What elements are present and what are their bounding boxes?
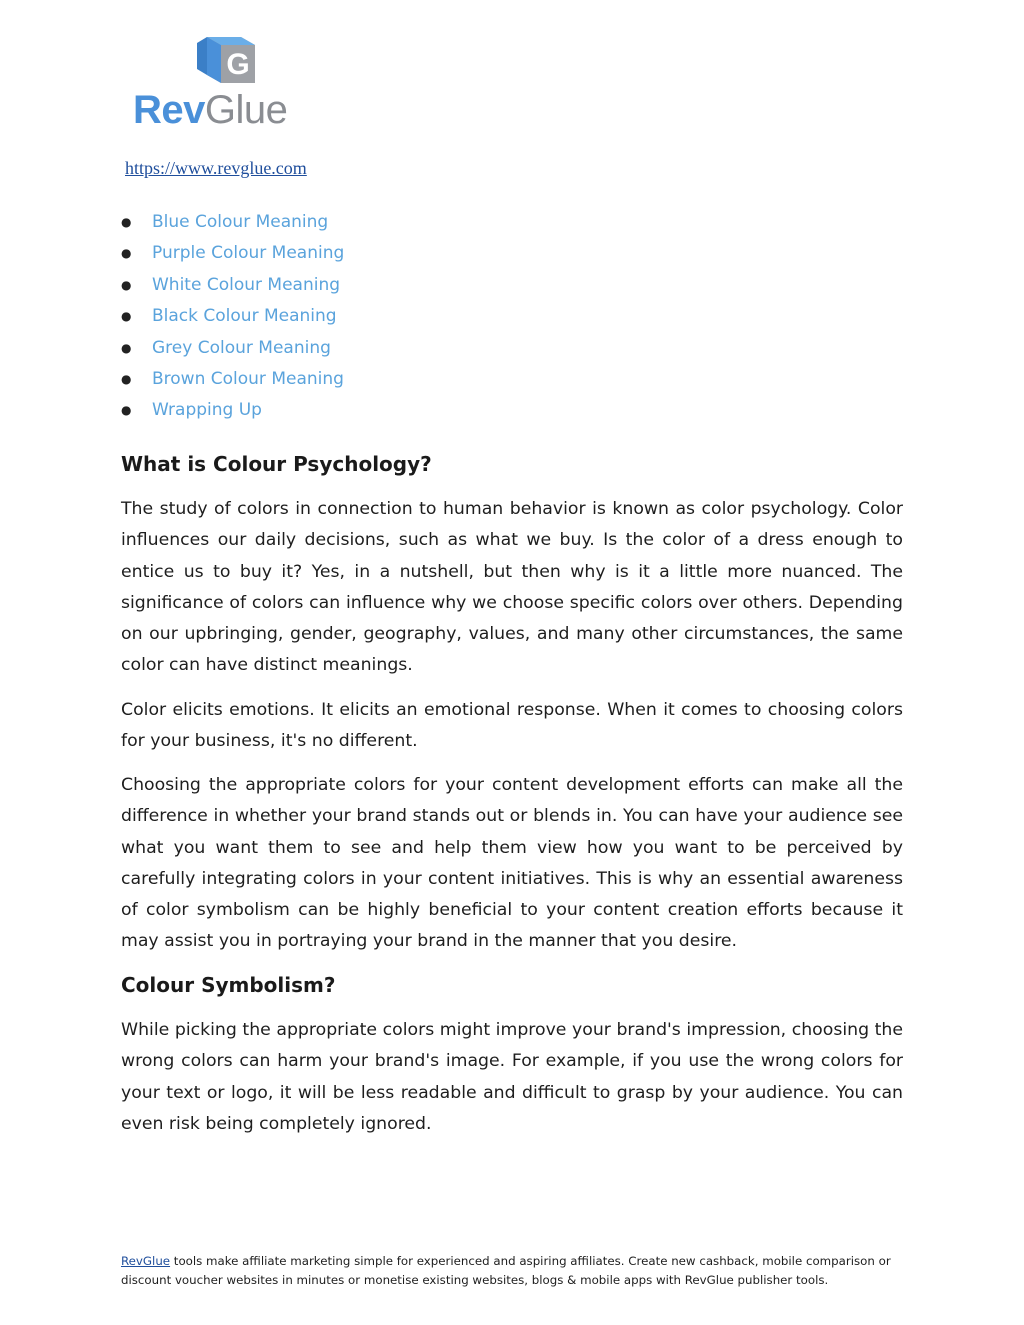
- page-footer: [121, 1252, 911, 1290]
- table-of-contents: [120, 207, 344, 427]
- paragraph-psychology-1: The study of colors in connection to human behavior is known as color psychology. Color influences our daily decisions, such as what we buy. Is the color of a dress enough to entice us to buy it? Yes, in a nutshell, but then why is it a little more nuanced. The significance of colors can influence why we choose specific colors over others. Depending on our upbringing, gender, geography, values, and many other circumstances, the same color can have distinct meanings.: [121, 499, 903, 676]
- toc-item-blue[interactable]: ● Blue Colour Meaning: [121, 212, 329, 232]
- footer-text: tools make affiliate marketing simple for experienced and aspiring affiliates. Create new cashback, mobile comparison or discount voucher websites in minutes or monetise existing websites, blogs & mobile apps with RevGlue publisher tools.: [121, 1254, 891, 1287]
- paragraph-psychology-3: Choosing the appropriate colors for your content development efforts can make all the difference in whether your brand stands out or blends in. You can have your audience see what you want them to see and help them view how you want to be perceived by carefully integrating colors in your content initiatives. This is why an essential awareness of color symbolism can be highly beneficial to your content creation efforts because it may assist you in portraying your brand in the manner that you desire.: [121, 775, 903, 952]
- toc-item-purple[interactable]: ● Purple Colour Meaning: [121, 243, 345, 264]
- toc-item-white[interactable]: ● White Colour Meaning: [121, 274, 341, 295]
- paragraph-psychology-2: Color elicits emotions. It elicits an emotional response. When it comes to choosing colors for your business, it's no different.: [121, 700, 903, 752]
- paragraph-symbolism-1: While picking the appropriate colors might improve your brand's impression, choosing the wrong colors can harm your brand's image. For example, if you use the wrong colors for your text or logo, it will be less readable and difficult to grasp by your audience. You can even risk being completely ignored.: [121, 1020, 903, 1134]
- toc-item-wrapping-up[interactable]: ● Wrapping Up: [121, 400, 262, 421]
- revglue-cube-icon: [193, 33, 259, 89]
- revglue-logo[interactable]: [133, 33, 323, 132]
- logo-wordmark: RevGlue: [133, 88, 288, 132]
- site-url-link[interactable]: https://www.revglue.com: [125, 158, 307, 178]
- svg-text:G: G: [226, 48, 250, 81]
- toc-item-brown[interactable]: ● Brown Colour Meaning: [121, 368, 344, 389]
- toc-item-black[interactable]: ● Black Colour Meaning: [121, 306, 337, 327]
- toc-item-grey[interactable]: ● Grey Colour Meaning: [121, 337, 331, 358]
- heading-colour-symbolism: Colour Symbolism?: [121, 973, 336, 997]
- heading-colour-psychology: What is Colour Psychology?: [121, 452, 432, 476]
- footer-revglue-link[interactable]: RevGlue: [121, 1254, 171, 1268]
